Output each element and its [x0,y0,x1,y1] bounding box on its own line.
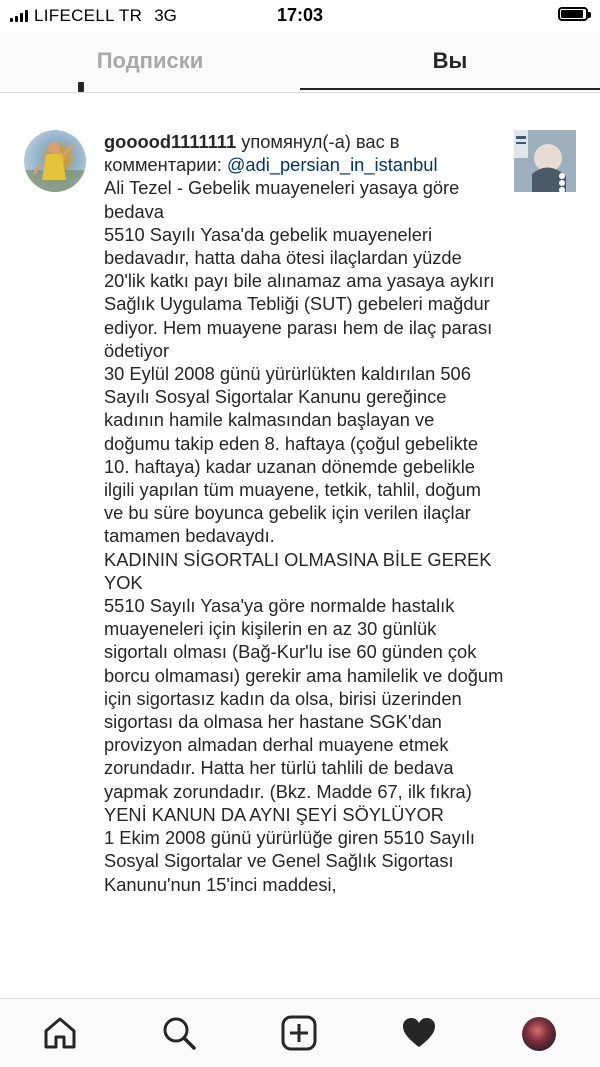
carrier-name: LIFECELL TR [34,6,143,25]
previous-item-fragment [58,82,98,92]
comment-paragraph: 30 Eylül 2008 günü yürürlükten kaldırılan 506 Sayılı Sosyal Sigortalar Kanunu gereğince kadının hamile kalmasından başlayan ve doğumu takip eden 8. haftaya (çoğul gebelikte 10. haftaya) kadar uzanan dönemde gebelikle ilgili yapılan tüm muayene, tetkik, tahlil, doğum ve bu süre boyunca gebelik için verilen ilaçlar tamamen bedavaydı. [104,363,481,547]
notification-text [104,130,504,896]
notification-action: упомянул(-а) вас в комментарии: [104,131,400,176]
profile-avatar[interactable] [522,1017,556,1051]
comment-paragraph: 5510 Sayılı Yasa'da gebelik muayeneleri bedavadır, hatta daha ötesi ilaçlardan yüzde 20'lik katkı payı bile alınamaz ama yasaya aykırı Sağlık Uygulama Tebliği (SUT) gebeleri mağdur ediyor. Hem muayene parası hem de ilaç parası ödetiyor [104,223,495,361]
heart-icon[interactable] [401,1015,437,1051]
mention-link[interactable]: @adi_persian_in_istanbul [226,154,438,176]
battery-icon [558,7,588,21]
add-post-icon[interactable] [281,1015,317,1051]
comment-paragraph: YENİ KANUN DA AYNI ŞEYİ SÖYLÜYOR [104,803,444,825]
user-avatar[interactable] [24,130,86,192]
home-icon[interactable] [42,1015,78,1051]
status-bar [0,0,600,32]
comment-paragraph: 5510 Sayılı Yasa'ya göre normalde hastalık muayeneleri için kişilerin en az 30 günlük sigortalı olması (Bağ-Kur'lu ise 60 günden çok borcu olmaması) gerekir ama hamilelik ve doğum için sigortasız kadın da olsa, birisi üzerinden sigortası da olmasa her hastane SGK'dan provizyon almadan derhal muayene etmek zorundadır. Hatta her türlü tahlili de bedava yapmak zorundadır. (Bkz. Madde 67, ilk fıkra) [104,595,504,802]
notification-username[interactable]: gooood1111111 [104,131,237,152]
comment-paragraph: 1 Ekim 2008 günü yürürlüğe giren 5510 Sayılı Sosyal Sigortalar ve Genel Sağlık Sigortası Kanunu'nun 15'inci maddesi, [104,827,475,895]
post-thumbnail[interactable] [514,130,576,192]
bottom-navigation [0,998,600,1067]
tab-following[interactable]: Подписки [96,48,204,73]
network-type: 3G [154,6,177,25]
tabs-divider [0,92,600,93]
clock: 17:03 [276,5,324,25]
search-icon[interactable] [161,1015,197,1051]
comment-paragraph: Ali Tezel - Gebelik muayeneleri yasaya göre bedava [104,177,460,222]
comment-paragraph: KADININ SİGORTALI OLMASINA BİLE GEREK YOK [104,548,492,593]
tab-you[interactable]: Вы [300,32,600,90]
